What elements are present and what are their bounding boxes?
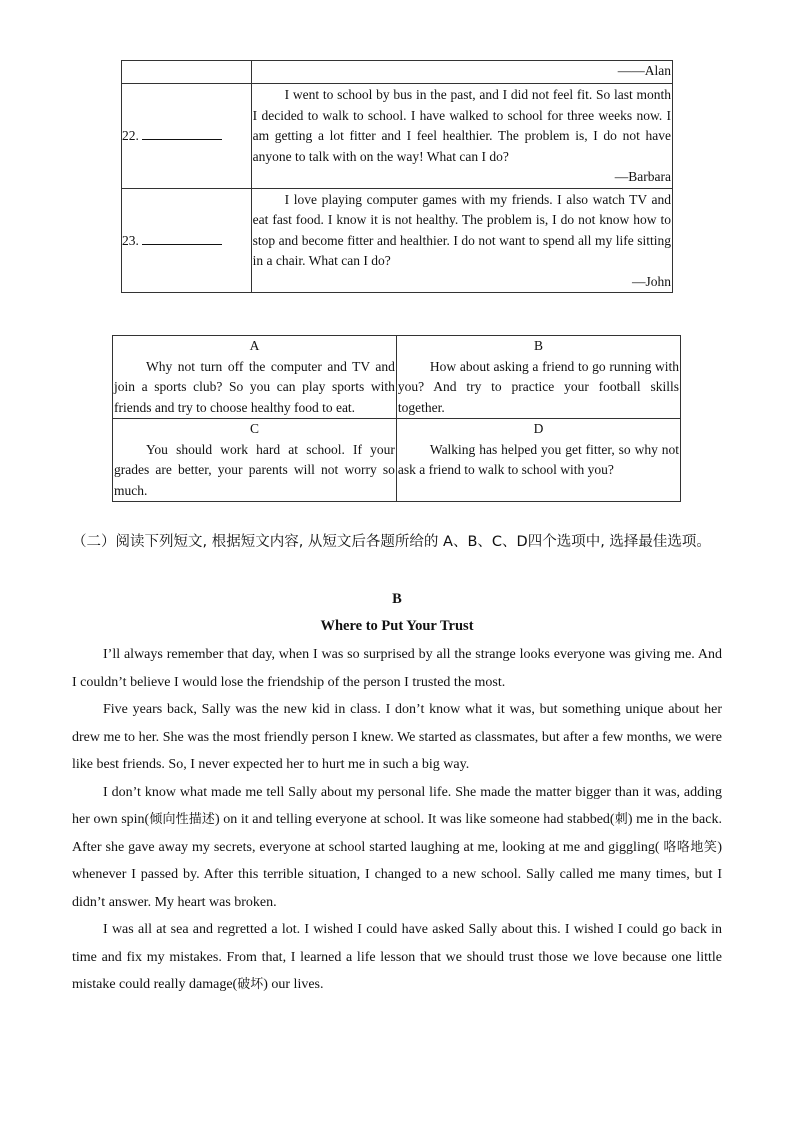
table-row — [122, 84, 673, 189]
signature: ——Alan — [617, 63, 671, 78]
paragraph-2: Five years back, Sally was the new kid in class. I don’t know what it was, but something unique about her drew me to her. She was the most friendly person I knew. We started as classmates, but after a few months, we were like best friends. So, I never expected her to hurt me in such a big way. — [72, 702, 722, 772]
number-cell — [122, 188, 252, 293]
text-run: I don’t know what made me tell Sally about my personal life. She made the matter bigger than it was, adding her own spin( — [72, 784, 722, 827]
table-row — [122, 188, 673, 293]
paragraph-1: I’ll always remember that day, when I was so surprised by all the strange looks everyone was giving me. And I couldn’t believe I would lose the friendship of the person I trusted the most. — [72, 647, 722, 690]
option-text: How about asking a friend to go running with you? And try to practice your football skills together. — [397, 358, 679, 415]
letter-cell — [251, 188, 672, 293]
table-row — [113, 419, 681, 502]
text-run: ) whenever I passed by. After this terrible situation, I changed to a new school. Sally called me many times, but I didn’t answer. My heart was broken. — [72, 839, 722, 910]
letter-text: I love playing computer games with my friends. I also watch TV and eat fast food. I know it is not healthy. The problem is, I do not know how to stop and become fitter and healthier. I do not want to spend all my life sitting in a chair. What can I do? — [252, 191, 671, 268]
table-row — [113, 336, 681, 419]
option-label: D — [533, 421, 544, 436]
gloss: 倾向性描述 — [149, 812, 215, 827]
gloss: 破坏 — [237, 977, 264, 992]
signature: —Barbara — [614, 169, 671, 184]
option-b — [396, 336, 680, 419]
question-number: 22. — [122, 128, 139, 143]
section-instruction: （二）阅读下列短文, 根据短文内容, 从短文后各题所给的 A、B、C、D四个选项中, 选择最佳选项。 — [72, 534, 711, 550]
option-c — [113, 419, 397, 502]
question-number: 23. — [122, 232, 139, 248]
options-table — [112, 335, 681, 502]
text-run: I was all at sea and regretted a lot. I wished I could have asked Sally about this. I wished I could go back in time and fix my mistakes. From that, I learned a life lesson that we should trust those we love because one little mistake could really damage( — [72, 922, 722, 992]
letters-table — [121, 60, 673, 293]
passage-label: B — [392, 591, 402, 607]
letter-cell — [251, 84, 672, 189]
text-run: ) our lives. — [263, 977, 324, 992]
option-label: B — [533, 338, 543, 353]
answer-blank[interactable] — [142, 230, 222, 245]
option-label: A — [249, 338, 260, 353]
number-cell — [122, 84, 252, 189]
option-text: You should work hard at school. If your grades are better, your parents will not worry so much. — [114, 441, 395, 498]
paragraph-3 — [72, 779, 722, 917]
number-cell — [122, 61, 252, 84]
table-row — [122, 61, 673, 84]
gloss: 咯咯地笑 — [663, 839, 718, 855]
passage-title: Where to Put Your Trust — [320, 618, 474, 634]
option-d — [396, 419, 680, 502]
answer-blank[interactable] — [142, 125, 222, 140]
option-text: Walking has helped you get fitter, so why not ask a friend to walk to school with you? — [397, 441, 679, 477]
option-text: Why not turn off the computer and TV and join a sports club? So you can play sports with friends and try to choose healthy food to eat. — [114, 358, 395, 415]
option-a — [113, 336, 397, 419]
option-label: C — [249, 421, 259, 436]
gloss: 刺 — [614, 812, 628, 827]
text-run: ) on it and telling everyone at school. It was like someone had stabbed( — [214, 812, 615, 827]
passage-body — [72, 641, 722, 999]
text-run: ) me in the back. After she gave away my secrets, everyone at school started laughing at me, looking at me and giggling( — [72, 812, 722, 855]
paragraph-4 — [72, 916, 722, 999]
letter-cell — [251, 61, 672, 84]
signature: —John — [631, 273, 671, 289]
letter-text: I went to school by bus in the past, and I did not feel fit. So last month I decided to walk to school. I have walked to school for three weeks now. I am getting a lot fitter and I feel healthier. The problem is, I do not have anyone to talk with on the way! What can I do? — [252, 87, 671, 164]
